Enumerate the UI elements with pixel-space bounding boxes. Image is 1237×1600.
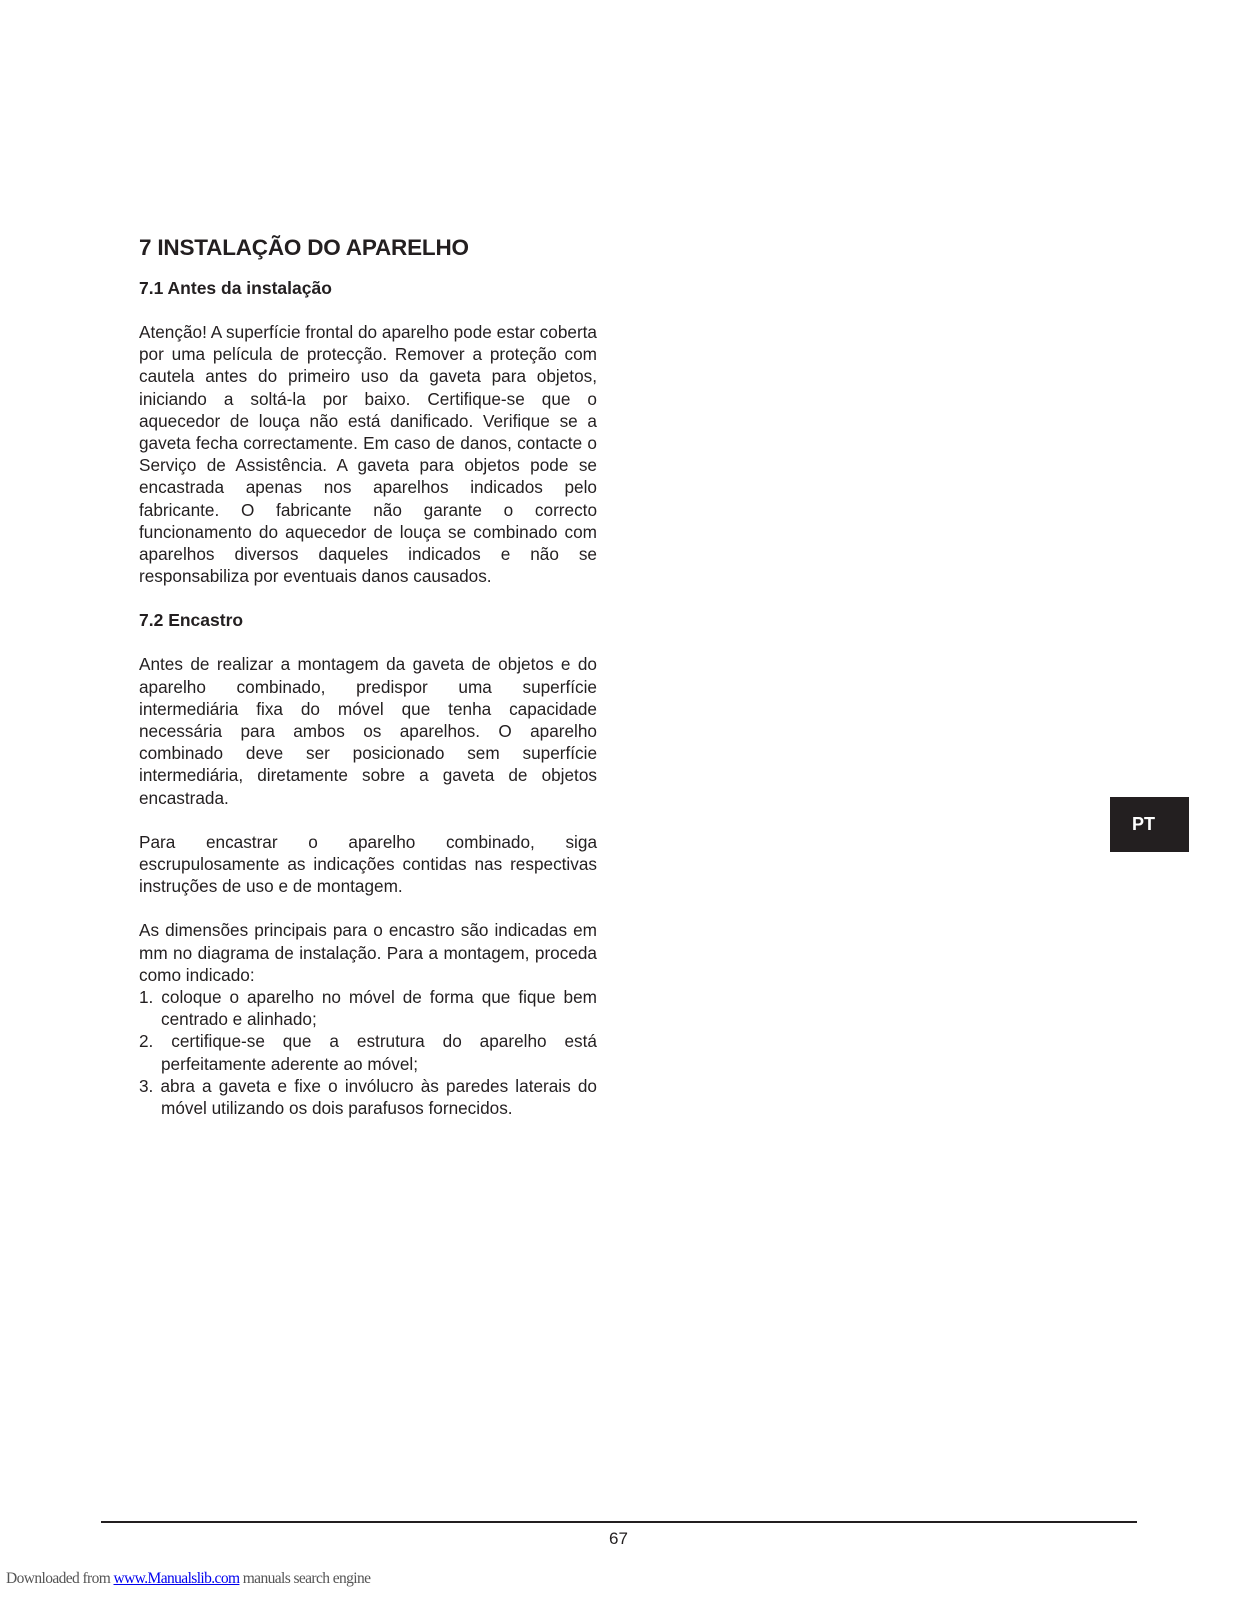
section-title: 7 INSTALAÇÃO DO APARELHO bbox=[139, 235, 469, 260]
before-installation-paragraph: Atenção! A superfície frontal do aparelho pode estar coberta por uma película de protecção. Remover a proteção com cautela antes do primeiro uso da gaveta para objetos, iniciando a soltá-la por baixo. Certifique-se que o aquecedor de louça não está danificado. Verifique se a gaveta fecha correctamente. Em caso de danos, contacte o Serviço de Assistência. A gaveta para objetos pode se encastrada apenas nos aparelhos indicados pelo fabricante. O fabricante não garante o correcto funcionamento do aquecedor de louça se combinado com aparelhos diversos daqueles indicados e não se responsabiliza por eventuais danos causados. bbox=[139, 322, 597, 587]
page-number: 67 bbox=[609, 1529, 628, 1548]
footer-suffix: manuals search engine bbox=[239, 1570, 371, 1587]
download-footer bbox=[6, 1570, 370, 1588]
subsection-heading-before-installation: 7.1 Antes da instalação bbox=[139, 278, 332, 298]
assembly-step-3: 3. abra a gaveta e fixe o invólucro às paredes laterais do móvel utilizando os dois parafusos fornecidos. bbox=[139, 1075, 597, 1119]
footer-divider bbox=[101, 1521, 1137, 1523]
assembly-steps-list bbox=[139, 986, 597, 1119]
manualslib-link[interactable]: www.Manualslib.com bbox=[113, 1570, 240, 1587]
main-content bbox=[139, 234, 597, 1119]
footer-prefix: Downloaded from bbox=[6, 1570, 114, 1587]
assembly-step-1: 1. coloque o aparelho no móvel de forma que fique bem centrado e alinhado; bbox=[139, 987, 597, 1030]
built-in-paragraph-1: Antes de realizar a montagem da gaveta de objetos e do aparelho combinado, predispor uma superfície intermediária fixa do móvel que tenha capacidade necessária para ambos os aparelhos. O aparelho combinado deve ser posicionado sem superfície intermediária, diretamente sobre a gaveta de objetos encastrada. bbox=[139, 654, 597, 808]
language-tab: PT bbox=[1110, 797, 1189, 852]
assembly-step-2: 2. certifique-se que a estrutura do aparelho está perfeitamente aderente ao móvel; bbox=[139, 1031, 597, 1074]
subsection-heading-built-in: 7.2 Encastro bbox=[139, 610, 244, 631]
built-in-paragraph-2: Para encastrar o aparelho combinado, siga escrupulosamente as indicações contidas nas respectivas instruções de uso e de montagem. bbox=[139, 831, 597, 897]
built-in-paragraph-3: As dimensões principais para o encastro são indicadas em mm no diagrama de instalação. Para a montagem, proceda como indicado: bbox=[139, 920, 597, 985]
